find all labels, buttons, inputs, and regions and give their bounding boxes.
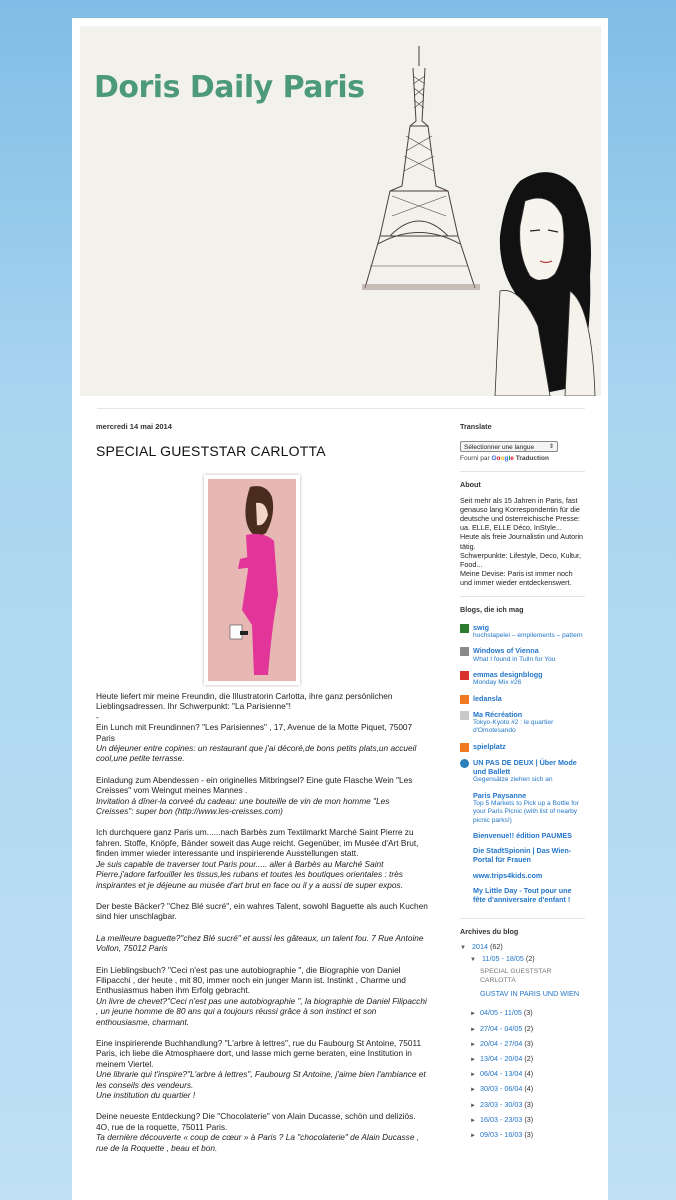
google-logo[interactable]: Google — [491, 455, 514, 463]
language-select-value: Sélectionner une langue — [464, 444, 535, 452]
paragraph-fr: Une librarie qui t'inspire?"L'arbre à lettres", Faubourg St Antoine, j'aime bien l'ambiance et les conseils des vendeurs. — [96, 1069, 426, 1090]
blog-list-item — [460, 846, 585, 864]
triangle-right-icon[interactable]: ► — [470, 1117, 476, 1124]
header-divider — [97, 408, 585, 409]
paragraph-de: Einladung zum Abendessen - ein originelles Mitbringsel? Eine gute Flasche Wein "Les Creisses" vom Weingut meines Mannes . — [96, 774, 413, 796]
triangle-right-icon[interactable]: ► — [470, 1011, 476, 1018]
archive-week-count: (4) — [524, 1069, 534, 1079]
paragraph-fr: Je suis capable de traverser tout Paris pour..... aller à Barbès au Marché Saint Pierre.j'adore farfouiller les tissus,les rubans et toutes les boutiques orientales : très inspirantes et je déjeune au musée d'art brut en face ou il y a aussi de super expos. — [96, 858, 403, 890]
archive-week[interactable] — [470, 1115, 585, 1126]
blog-list-item — [460, 791, 585, 825]
paragraph-de: Heute liefert mir meine Freundin, die Illustratorin Carlotta, ihre ganz persönlichen Lieblingsadressen. Ihr Schwerpunkt: "La Parisienne"! — [96, 691, 393, 712]
paragraph-fr: Un déjeuner entre copines: un restaurant que j'ai décoré,de bons petits plats,un accueil cool,une petite terrasse. — [96, 743, 417, 764]
triangle-right-icon[interactable]: ► — [470, 1072, 476, 1079]
triangle-right-icon[interactable]: ► — [470, 1056, 476, 1063]
blog-link[interactable]: ledansla — [473, 693, 502, 703]
main-column — [96, 422, 428, 1164]
about-heading: About — [460, 480, 481, 490]
archive-week-count: (3) — [523, 1008, 533, 1018]
blog-favicon-icon — [460, 671, 469, 680]
post-paragraph — [96, 1038, 428, 1100]
paragraph-separator: - — [96, 711, 99, 722]
blog-page — [72, 18, 608, 1200]
post-title[interactable]: SPECIAL GUESTSTAR CARLOTTA — [96, 443, 326, 459]
archive-week-label[interactable]: 27/04 - 04/05 — [480, 1023, 523, 1033]
archive-week[interactable] — [470, 1069, 585, 1080]
archive-week[interactable] — [470, 1054, 585, 1065]
archive-week-count: (3) — [524, 1114, 534, 1124]
triangle-right-icon[interactable]: ► — [470, 1026, 476, 1033]
blog-favicon-icon — [460, 624, 469, 633]
archive-week-list — [460, 1008, 585, 1141]
woman-portrait-drawing — [495, 172, 595, 396]
archive-week-count: (3) — [524, 1099, 534, 1109]
powered-by-label: Fourni par — [460, 455, 490, 463]
post-date: mercredi 14 mai 2014 — [96, 422, 172, 431]
translate-service-label: Traduction — [515, 455, 549, 463]
post-body — [96, 691, 428, 1153]
sidebar-divider — [460, 471, 585, 472]
archive-week-label[interactable]: 30/03 - 06/04 — [480, 1084, 523, 1094]
triangle-down-icon[interactable]: ▼ — [460, 945, 466, 952]
blog-latest-post-link[interactable]: Monday Mix #26 — [473, 679, 522, 687]
paragraph-fr: Une institution du quartier ! — [96, 1090, 196, 1100]
archive-week[interactable] — [470, 1084, 585, 1095]
language-select[interactable] — [460, 441, 558, 452]
paragraph-de: Ich durchquere ganz Paris um......nach Barbès zum Textilmarkt Marché Saint Pierre zu fahren. Stoffe, Knöpfe, Bänder soweit das Auge reicht. Gegenüber, im Musée d'Art Brut, finden immer wieder interessante und inspirierende Ausstellungen statt. — [96, 827, 419, 859]
paragraph-de: Ein Lieblingsbuch? "Ceci n'est pas une autobiographie ", die Biographie von Daniel Filipacchi , der heute , mit 80, immer noch ein junger Mann ist. Instinkt , Charme und Enthusiasmus haben ihm Erfolg gebracht. — [96, 964, 406, 996]
blog-link[interactable]: Die StadtSpionin | Das Wien-Portal für Frauen — [473, 846, 572, 865]
about-text — [460, 496, 585, 588]
paragraph-fr: La meilleure baguette?"chez Blé sucré" et aussi les gâteaux, un talent fou. 7 Rue Antoine Vollon, 75012 Paris — [96, 932, 424, 954]
blog-link[interactable]: My Little Day - Tout pour une fête d'anniversaire d'enfant ! — [473, 885, 572, 904]
translate-heading: Translate — [460, 422, 492, 431]
blog-list-item — [460, 623, 585, 641]
blog-link[interactable]: www.trips4kids.com — [473, 870, 543, 880]
archive-week-count: (3) — [524, 1038, 534, 1048]
blog-favicon-icon — [460, 711, 469, 720]
archive-week-count: (2) — [525, 953, 535, 963]
archive-year-count: (62) — [490, 942, 503, 952]
paragraph-fr: Invitation à dîner-la corveé du cadeau: une bouteille de vin de mon homme "Les Creisses": super bon (http://www.les-creisses.com) — [96, 795, 390, 817]
blog-list-item — [460, 710, 585, 736]
archive-week-count: (2) — [524, 1053, 534, 1063]
archive-week-count: (3) — [524, 1129, 534, 1139]
archive-week-label[interactable]: 20/04 - 27/04 — [480, 1038, 523, 1048]
archive-heading: Archives du blog — [460, 927, 519, 937]
archive-week[interactable] — [470, 1008, 585, 1019]
blog-link[interactable]: Paris Paysanne — [473, 790, 527, 800]
archive-week-label[interactable]: 23/03 - 30/03 — [480, 1099, 523, 1109]
carlotta-illustration — [204, 475, 300, 685]
archive-week-label[interactable]: 04/05 - 11/05 — [480, 1008, 522, 1018]
blog-favicon-icon — [460, 743, 469, 752]
paragraph-fr: Un livre de chevet?"Ceci n'est pas une autobiographie ", la biographie de Daniel Filipacchi , un jeune homme de 80 ans qui a toujours réussi grâce à son instinct et son enthousiasme, charmant. — [96, 995, 427, 1027]
archive-week-label[interactable]: 16/03 - 23/03 — [480, 1114, 523, 1124]
blog-list-item — [460, 694, 585, 704]
post-paragraph — [96, 827, 428, 889]
archive-week[interactable] — [470, 1024, 585, 1035]
paragraph-de: Eine inspirierende Buchhandlung? "L'arbre à lettres", rue du Faubourg St Antoine, 75011 Paris, ich liebe die Atmosphaere dort, und lasse mich gerne beraten, eine Institution in meinem Viertel. — [96, 1037, 422, 1069]
about-line: Seit mehr als 15 Jahren in Paris, fast genauso lang Korrespondentin für die deutsche und österreichische Presse: ua. ELLE, ELLE Déco, InStyle... — [460, 495, 580, 533]
blogs-heading: Blogs, die ich mag — [460, 604, 524, 614]
blog-link[interactable]: spielplatz — [473, 741, 506, 751]
archive-week-label[interactable]: 11/05 - 18/05 — [482, 953, 524, 963]
triangle-right-icon[interactable]: ► — [470, 1132, 476, 1139]
archive-week-label[interactable]: 13/04 - 20/04 — [480, 1053, 523, 1063]
blog-list-item — [460, 742, 585, 752]
post-paragraph — [96, 775, 428, 817]
blog-favicon-icon — [460, 695, 469, 704]
blog-list — [460, 623, 585, 904]
post-paragraph — [96, 1111, 428, 1153]
blog-latest-post-link[interactable]: What I found in Tulln for You — [473, 655, 556, 663]
blog-link[interactable]: Ma Récréation — [473, 709, 523, 719]
blog-list-item — [460, 831, 585, 840]
blog-link[interactable]: Windows of Vienna — [473, 646, 539, 656]
archive-week-count: (4) — [524, 1084, 534, 1094]
about-line: Meine Devise: Paris ist immer noch und immer wieder entdeckenswert. — [460, 569, 573, 588]
triangle-right-icon[interactable]: ► — [470, 1102, 476, 1109]
sidebar — [460, 422, 585, 1145]
archive-week[interactable] — [470, 1130, 585, 1141]
post-paragraph — [96, 691, 428, 764]
post-paragraph — [96, 965, 428, 1027]
archive-week-label[interactable]: 09/03 - 16/03 — [480, 1129, 523, 1139]
blog-link[interactable]: UN PAS DE DEUX | Über Mode und Ballett — [473, 757, 577, 776]
blog-title[interactable]: Doris Daily Paris — [94, 70, 365, 105]
paragraph-fr: Ta dernière découverte « coup de cœur » à Paris ? La "chocolaterie" de Alain Ducasse , rue de la Roquette , beau et bon. — [96, 1132, 420, 1153]
archive-week-count: (2) — [524, 1023, 534, 1033]
blog-latest-post-link[interactable]: Gegensätze ziehen sich an — [473, 776, 553, 784]
blog-latest-post-link[interactable]: Tokyo-Kyoto #2 : le quartier d'Omotesando — [473, 718, 554, 735]
sidebar-divider — [460, 596, 585, 597]
blog-list-item — [460, 646, 585, 664]
blog-list-item — [460, 886, 585, 904]
blog-list-item — [460, 670, 585, 688]
archive-week-open[interactable] — [470, 954, 585, 965]
blog-latest-post-link[interactable]: hochstapelei – empilements – pattern — [473, 632, 583, 640]
google-translate-credit — [460, 454, 585, 463]
archive-year-label[interactable]: 2014 — [472, 942, 488, 952]
archive-week[interactable] — [470, 1039, 585, 1050]
archive-current-post: SPECIAL GUESTSTAR CARLOTTA — [480, 967, 552, 984]
blog-list-item — [460, 871, 585, 880]
sidebar-divider — [460, 918, 585, 919]
blog-list-item — [460, 758, 585, 785]
about-line: Heute als freie Journalistin und Autorin tätig. — [460, 532, 584, 551]
paragraph-de: Der beste Bäcker? "Chez Blé sucré", ein wahres Talent, sowohl Baguette als auch Kuchen sind hier unschlagbar. — [96, 900, 428, 922]
eiffel-tower-drawing — [362, 46, 480, 290]
blog-favicon-icon — [460, 647, 469, 656]
triangle-right-icon[interactable]: ► — [470, 1087, 476, 1094]
archive-post-link[interactable]: GUSTAV IN PARIS UND WIEN — [480, 989, 580, 999]
post-illustration-image[interactable] — [204, 475, 300, 685]
triangle-right-icon[interactable]: ► — [470, 1041, 476, 1048]
archive-week-label[interactable]: 06/04 - 13/04 — [480, 1069, 523, 1079]
select-arrow-icon: ⇕ — [548, 444, 554, 451]
blog-link[interactable]: emmas designblogg — [473, 670, 543, 680]
blog-link[interactable]: swig — [473, 622, 489, 632]
blog-header — [80, 26, 601, 396]
post-paragraph — [96, 933, 428, 954]
about-line: Schwerpunkte: Lifestyle, Deco, Kultur, Food... — [460, 550, 582, 570]
paragraph-de: Deine neueste Entdeckung? Die "Chocolaterie" von Alain Ducasse, schön und deliziös. 4O, rue de la roquette, 75011 Paris. — [96, 1111, 416, 1132]
post-paragraph — [96, 901, 428, 922]
triangle-down-icon[interactable]: ▼ — [470, 956, 476, 963]
archive-year-2014[interactable] — [460, 942, 585, 953]
paragraph-de: Ein Lunch mit Freundinnen? "Les Parisiennes" , 17, Avenue de la Motte Piquet, 75007 Paris — [96, 722, 413, 743]
blog-favicon-icon — [460, 759, 469, 768]
blog-link[interactable]: Bienvenue!! édition PAUMES — [473, 830, 572, 840]
archive-week[interactable] — [470, 1100, 585, 1111]
blog-latest-post-link[interactable]: Top 5 Markets to Pick up a Bottle for your Paris Picnic (with list of nearby picnic parks!) — [473, 799, 579, 824]
